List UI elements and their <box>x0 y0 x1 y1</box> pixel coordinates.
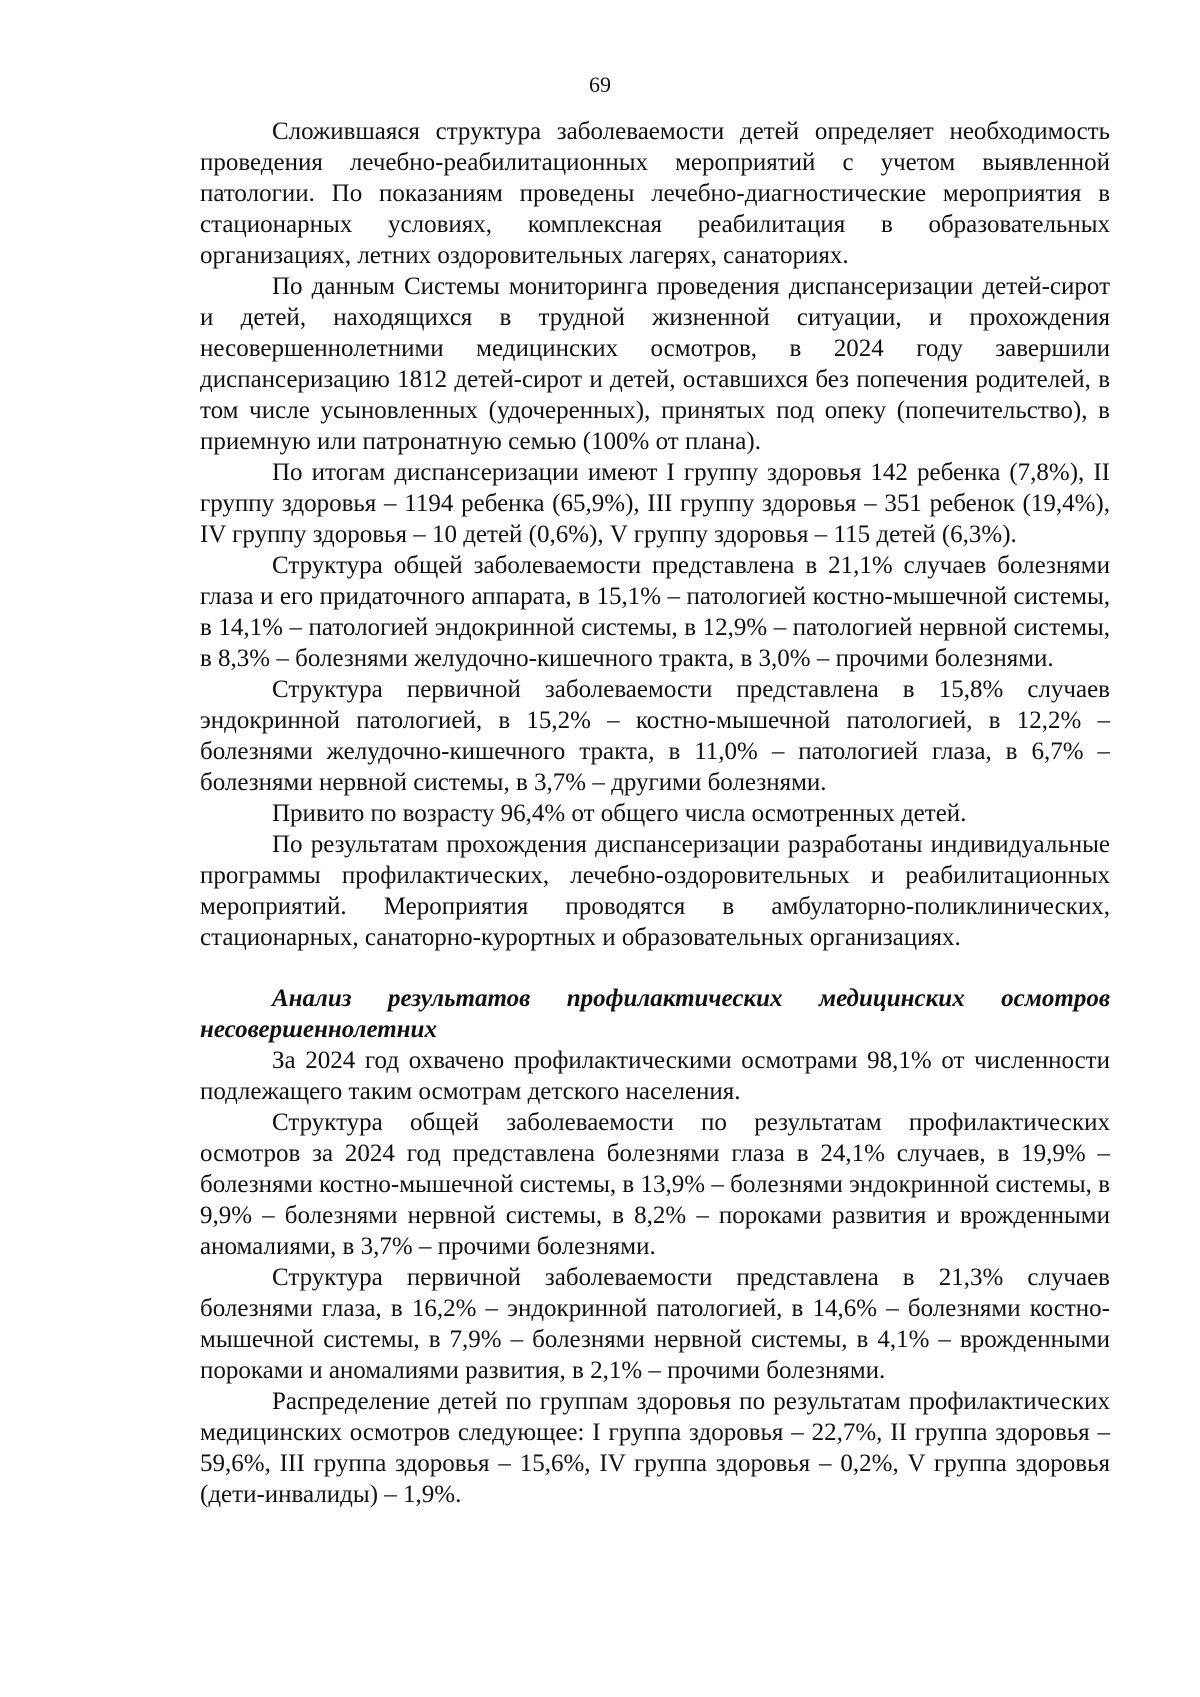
section-heading: Анализ результатов профилактических медицинских осмотров несовершеннолетних <box>200 985 1110 1043</box>
paragraph-exam-primary-morbidity: Структура первичной заболеваемости представлена в 21,3% случаев болезнями глаза, в 16,2% – эндокринной патологией, в 14,6% – болезнями костно-мышечной системы, в 7,9% – болезнями нервной системы, в 4,1% – врожденными пороками и аномалиями развития, в 2,1% – прочими болезнями. <box>200 1264 1110 1384</box>
paragraph-coverage: За 2024 год охвачено профилактическими осмотрами 98,1% от численности подлежащего таким осмотрам детского населения. <box>200 1047 1110 1105</box>
page-number: 69 <box>589 72 611 97</box>
paragraph-primary-morbidity: Структура первичной заболеваемости представлена в 15,8% случаев эндокринной патологией, в 15,2% – костно-мышечной патологией, в 12,2% – болезнями желудочно-кишечного тракта, в 11,0% – патологией глаза, в 6,7% – болезнями нервной системы, в 3,7% – другими болезнями. <box>200 676 1110 796</box>
paragraph-vaccination: Привито по возрасту 96,4% от общего числа осмотренных детей. <box>272 800 967 827</box>
section-spacer <box>200 953 1110 983</box>
paragraph-monitoring-data: По данным Системы мониторинга проведения диспансеризации детей-сирот и детей, находящихся в трудной жизненной ситуации, и прохождения несовершеннолетними медицинских осмотров, в 2024 году завершили диспансеризацию 1812 детей-сирот и детей, оставшихся без попечения родителей, в том числе усыновленных (удочеренных), принятых под опеку (попечительство), в приемную или патронатную семью (100% от плана). <box>200 273 1110 455</box>
paragraph-exam-general-morbidity: Структура общей заболеваемости по результатам профилактических осмотров за 2024 год представлена болезнями глаза в 24,1% случаев, в 19,9% – болезнями костно-мышечной системы, в 13,9% – болезнями эндокринной системы, в 9,9% – болезнями нервной системы, в 8,2% – пороками развития и врожденными аномалиями, в 3,7% – прочими болезнями. <box>200 1109 1110 1260</box>
paragraph-individual-programs: По результатам прохождения диспансеризации разработаны индивидуальные программы профилактических, лечебно-оздоровительных и реабилитационных мероприятий. Мероприятия проводятся в амбулаторно-поликлинических, стационарных, санаторно-курортных и образовательных организациях. <box>200 831 1110 951</box>
paragraph-exam-health-groups: Распределение детей по группам здоровья по результатам профилактических медицинских осмотров следующее: I группа здоровья – 22,7%, II группа здоровья – 59,6%, III группа здоровья – 15,6%, IV группа здоровья – 0,2%, V группа здоровья (дети-инвалиды) – 1,9%. <box>200 1388 1110 1508</box>
paragraph-general-morbidity: Структура общей заболеваемости представлена в 21,1% случаев болезнями глаза и его придаточного аппарата, в 15,1% – патологией костно-мышечной системы, в 14,1% – патологией эндокринной системы, в 12,9% – патологией нервной системы, в 8,3% – болезнями желудочно-кишечного тракта, в 3,0% – прочими болезнями. <box>200 552 1110 672</box>
document-body <box>200 116 1110 1510</box>
paragraph-treatment-measures: Сложившаяся структура заболеваемости детей определяет необходимость проведения лечебно-реабилитационных мероприятий с учетом выявленной патологии. По показаниям проведены лечебно-диагностические мероприятия в стационарных условиях, комплексная реабилитация в образовательных организациях, летних оздоровительных лагерях, санаториях. <box>200 118 1110 269</box>
paragraph-health-groups: По итогам диспансеризации имеют I группу здоровья 142 ребенка (7,8%), II группу здоровья – 1194 ребенка (65,9%), III группу здоровья – 351 ребенок (19,4%), IV группу здоровья – 10 детей (0,6%), V группу здоровья – 115 детей (6,3%). <box>200 459 1110 548</box>
